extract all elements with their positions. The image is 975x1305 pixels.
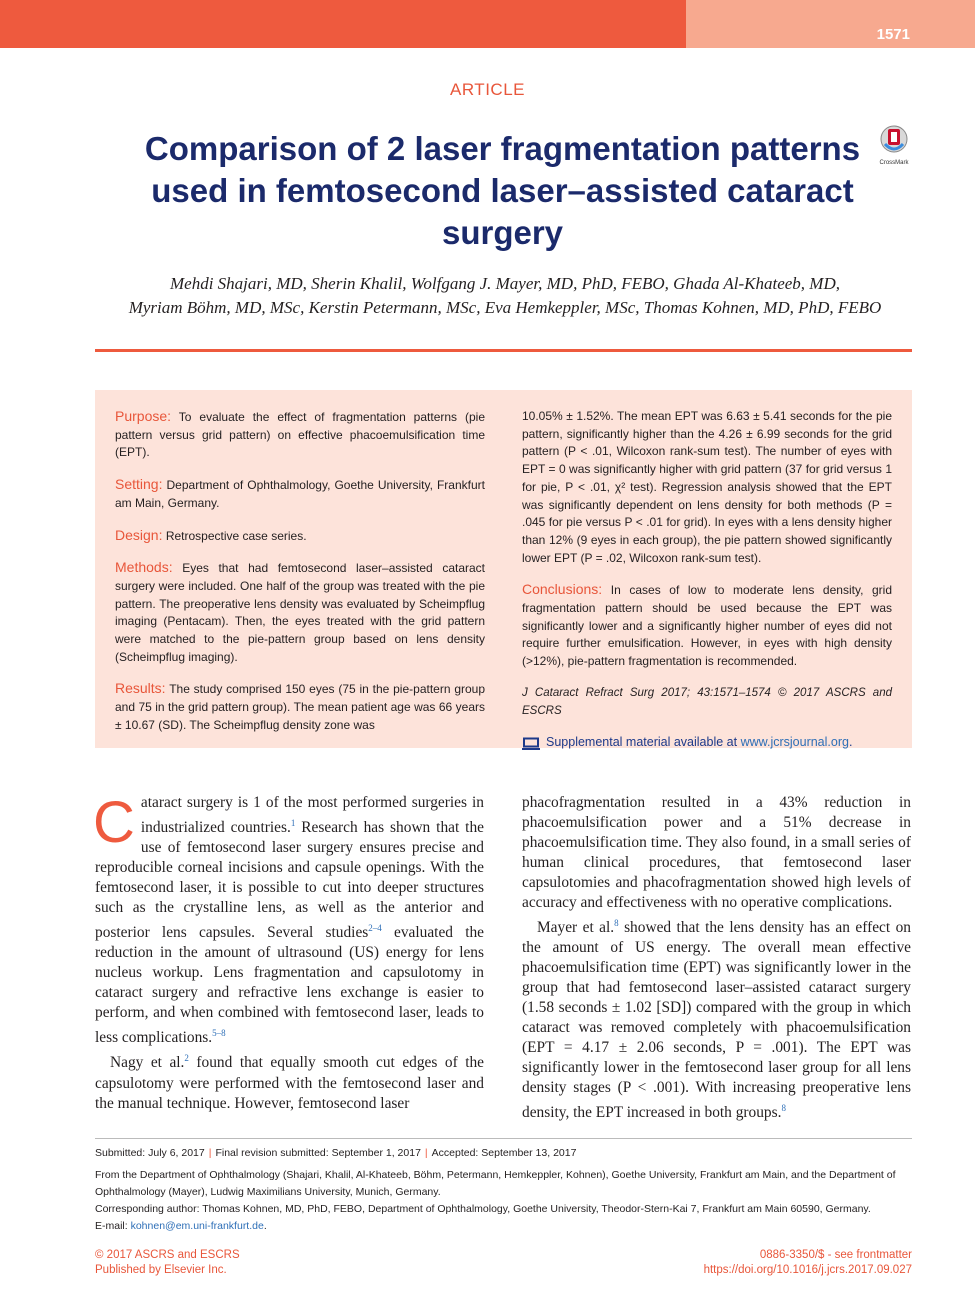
abstract-box [95, 390, 912, 748]
publisher: Published by Elsevier Inc. [95, 1264, 227, 1276]
revision-date: Final revision submitted: September 1, 2017 [215, 1147, 421, 1159]
results-text-right: 10.05% ± 1.52%. The mean EPT was 6.63 ± 5.41 seconds for the pie pattern, significantly higher than the 4.26 ± 6.99 seconds for the grid pattern (P < .01, Wilcoxon rank-sum test). The number of eyes with EPT = 0 was significantly higher with grid pattern (37 for grid versus 1 for pie, P < .01, χ² test). Regression analysis showed that the EPT was significantly dependent on lens density for both methods (P = .045 for pie versus P < .01 for grid). In eyes with a lens density higher than 12% (9 eyes in each group), the pie pattern showed significantly lower EPT (P = .02, Wilcoxon rank-sum test). [522, 409, 892, 565]
author-list [60, 272, 950, 320]
footnote-rule [95, 1138, 912, 1139]
header-rule [95, 349, 912, 352]
authors-line-1: Mehdi Shajari, MD, Sherin Khalil, Wolfgang J. Mayer, MD, PhD, FEBO, Ghada Al-Khateeb, MD, [169, 274, 840, 293]
abstract-left-column [115, 408, 485, 749]
paragraph-3: phacofragmentation resulted in a 43% reduction in phacoemulsification power and a 51% decrease in phacoemulsification time. They also found, in a small series of human clinical procedures, that femtosecond laser capsulotomies and phacofragmentation showed high levels of accuracy and effectiveness with no operative complications. [522, 794, 911, 911]
email-label: E-mail: [95, 1219, 128, 1232]
abstract-purpose [115, 408, 485, 462]
copyright-block [95, 1248, 240, 1278]
body-left-column [93, 790, 485, 1114]
conclusions-text: In cases of low to moderate lens density, grid fragmentation pattern should be used because the EPT was significantly lower and a significantly higher number of eyes did not require further emulsification. However, in eyes with high density (>12%), pie-pattern fragmentation is recommended. [522, 583, 892, 669]
purpose-text: To evaluate the effect of fragmentation patterns (pie pattern versus grid pattern) on effective phacoemulsification time (EPT). [115, 410, 485, 460]
doi-block [704, 1248, 912, 1278]
crossmark-label: CrossMark [879, 160, 909, 166]
doi-link[interactable]: https://doi.org/10.1016/j.jcrs.2017.09.027 [703, 1264, 912, 1276]
authors-line-2: Myriam Böhm, MD, MSc, Kerstin Petermann, MSc, Eva Hemkeppler, MSc, Thomas Kohnen, MD, PhD, FEBO [128, 298, 882, 317]
abstract-right-column [522, 408, 892, 752]
section-label: ARTICLE [450, 80, 525, 99]
ref-link[interactable]: 8 [614, 918, 619, 928]
email-link[interactable]: kohnen@em.uni-frankfurt.de [130, 1219, 264, 1232]
ref-link[interactable]: 2 [184, 1053, 189, 1064]
supplemental-prefix: Supplemental material available at [546, 735, 738, 750]
separator: | [424, 1147, 428, 1159]
drop-cap: C [93, 790, 135, 855]
abstract-conclusions [522, 581, 892, 671]
crossmark-badge[interactable] [873, 124, 915, 164]
methods-text: Eyes that had femtosecond laser–assisted cataract surgery were included. One half of the group was treated with the pie pattern. The preoperative lens density was evaluated by Scheimpflug imaging (Pentacam). Then, the eyes treated with the grid pattern were matched to the pie-pattern group based on lens density (Scheimpflug imaging). [115, 561, 486, 664]
results-heading: Results: [115, 680, 166, 697]
crossmark-icon [879, 124, 909, 154]
p1-text-b: Research has shown that the use of femtosecond laser surgery ensures precise and reproducible corneal incisions and capsule openings. With the femtosecond laser, it is possible to cut into deeper structures such as the crystalline lens, as well as the anterior and posterior lens capsules. Several studies [95, 819, 484, 942]
setting-text: Department of Ophthalmology, Goethe University, Frankfurt am Main, Germany. [115, 478, 485, 510]
design-heading: Design: [115, 526, 163, 543]
ref-link[interactable]: 1 [290, 818, 296, 828]
results-text-left: The study comprised 150 eyes (75 in the pie-pattern group and 75 in the grid pattern group). The mean patient age was 66 years ± 10.67 (SD). The Scheimpflug density zone was [115, 682, 486, 732]
abstract-methods [115, 559, 485, 666]
supplemental-suffix: . [848, 735, 853, 750]
paragraph-2 [95, 1048, 484, 1113]
header-bar-right [686, 0, 975, 48]
separator: | [208, 1147, 212, 1159]
monitor-icon [522, 737, 540, 750]
supplemental-link[interactable]: www.jcrsjournal.org [740, 735, 849, 750]
email-suffix: . [263, 1219, 267, 1232]
paragraph-1 [93, 790, 484, 1048]
abstract-setting [115, 476, 485, 512]
ref-link[interactable]: 2–4 [368, 923, 382, 934]
article-title: Comparison of 2 laser fragmentation patterns used in femtosecond laser–assisted cataract surgery [144, 130, 861, 251]
corresponding-author [95, 1201, 912, 1234]
p1-text-a: ataract surgery is 1 of the most performed surgeries in industrialized countries. [140, 794, 484, 837]
supplemental-material [522, 734, 892, 752]
submission-dates [95, 1145, 912, 1162]
affiliations: From the Department of Ophthalmology (Shajari, Khalil, Al-Khateeb, Böhm, Petermann, Hemkeppler, Kohnen), Goethe University, Frankfurt am Main, and the Department of Ophthalmology (Mayer), Ludwig Maximilians University, Munich, Germany. [95, 1169, 896, 1198]
abstract-results [115, 680, 485, 734]
corresponding-text: Corresponding author: Thomas Kohnen, MD, PhD, FEBO, Department of Ophthalmology, Goethe University, Theodor-Stern-Kai 7, Frankfurt am Main 60590, Germany. [95, 1203, 871, 1215]
setting-heading: Setting: [115, 476, 163, 493]
conclusions-heading: Conclusions: [522, 581, 603, 598]
submitted-date: Submitted: July 6, 2017 [95, 1147, 205, 1159]
copyright: © 2017 ASCRS and ESCRS [95, 1249, 240, 1261]
p4-text-b: showed that the lens density has an effect on the amount of US energy. The overall mean effective phacoemulsification time (EPT) was significantly lower in the group that had femtosecond laser–assisted cataract surgery (1.58 seconds ± 1.02 [SD]) compared with the group in which cataract was removed completely with phacoemulsification (EPT = 4.17 ± 2.06 seconds, P = .001). The EPT was significantly lower in the femtosecond laser group for all lens density stages (P < .001). With increasing preoperative lens density, the EPT increased in both groups. [522, 919, 911, 1122]
purpose-heading: Purpose: [115, 408, 172, 424]
design-text: Retrospective case series. [165, 528, 307, 543]
paragraph-4 [522, 913, 911, 1123]
p1-text-c: evaluated the reduction in the amount of ultrasound (US) energy for lens nucleus workup. Lens fragmentation and capsulotomy in cataract surgery and refractive lens exchange is easier to perform, and when combined with femtosecond laser, leads to less complications. [95, 924, 484, 1047]
issn: 0886-3350/$ - see frontmatter [759, 1249, 912, 1261]
header-bar-left [0, 0, 686, 48]
abstract-design [115, 527, 485, 546]
methods-heading: Methods: [115, 559, 173, 576]
page-number: 1571 [876, 26, 910, 43]
body-right-column [522, 793, 911, 1123]
p2-text-b: found that equally smooth cut edges of the capsulotomy were performed with the femtosecond laser and the manual technique. However, femtosecond laser [95, 1054, 485, 1112]
ref-link[interactable]: 5–8 [212, 1028, 226, 1039]
ref-link[interactable]: 8 [781, 1103, 786, 1114]
p4-text-a: Mayer et al. [537, 919, 615, 937]
header-bar [0, 0, 975, 48]
p2-text-a: Nagy et al. [110, 1054, 185, 1072]
journal-citation: J Cataract Refract Surg 2017; 43:1571–1574 © 2017 ASCRS and ESCRS [522, 686, 892, 717]
accepted-date: Accepted: September 13, 2017 [431, 1147, 577, 1159]
